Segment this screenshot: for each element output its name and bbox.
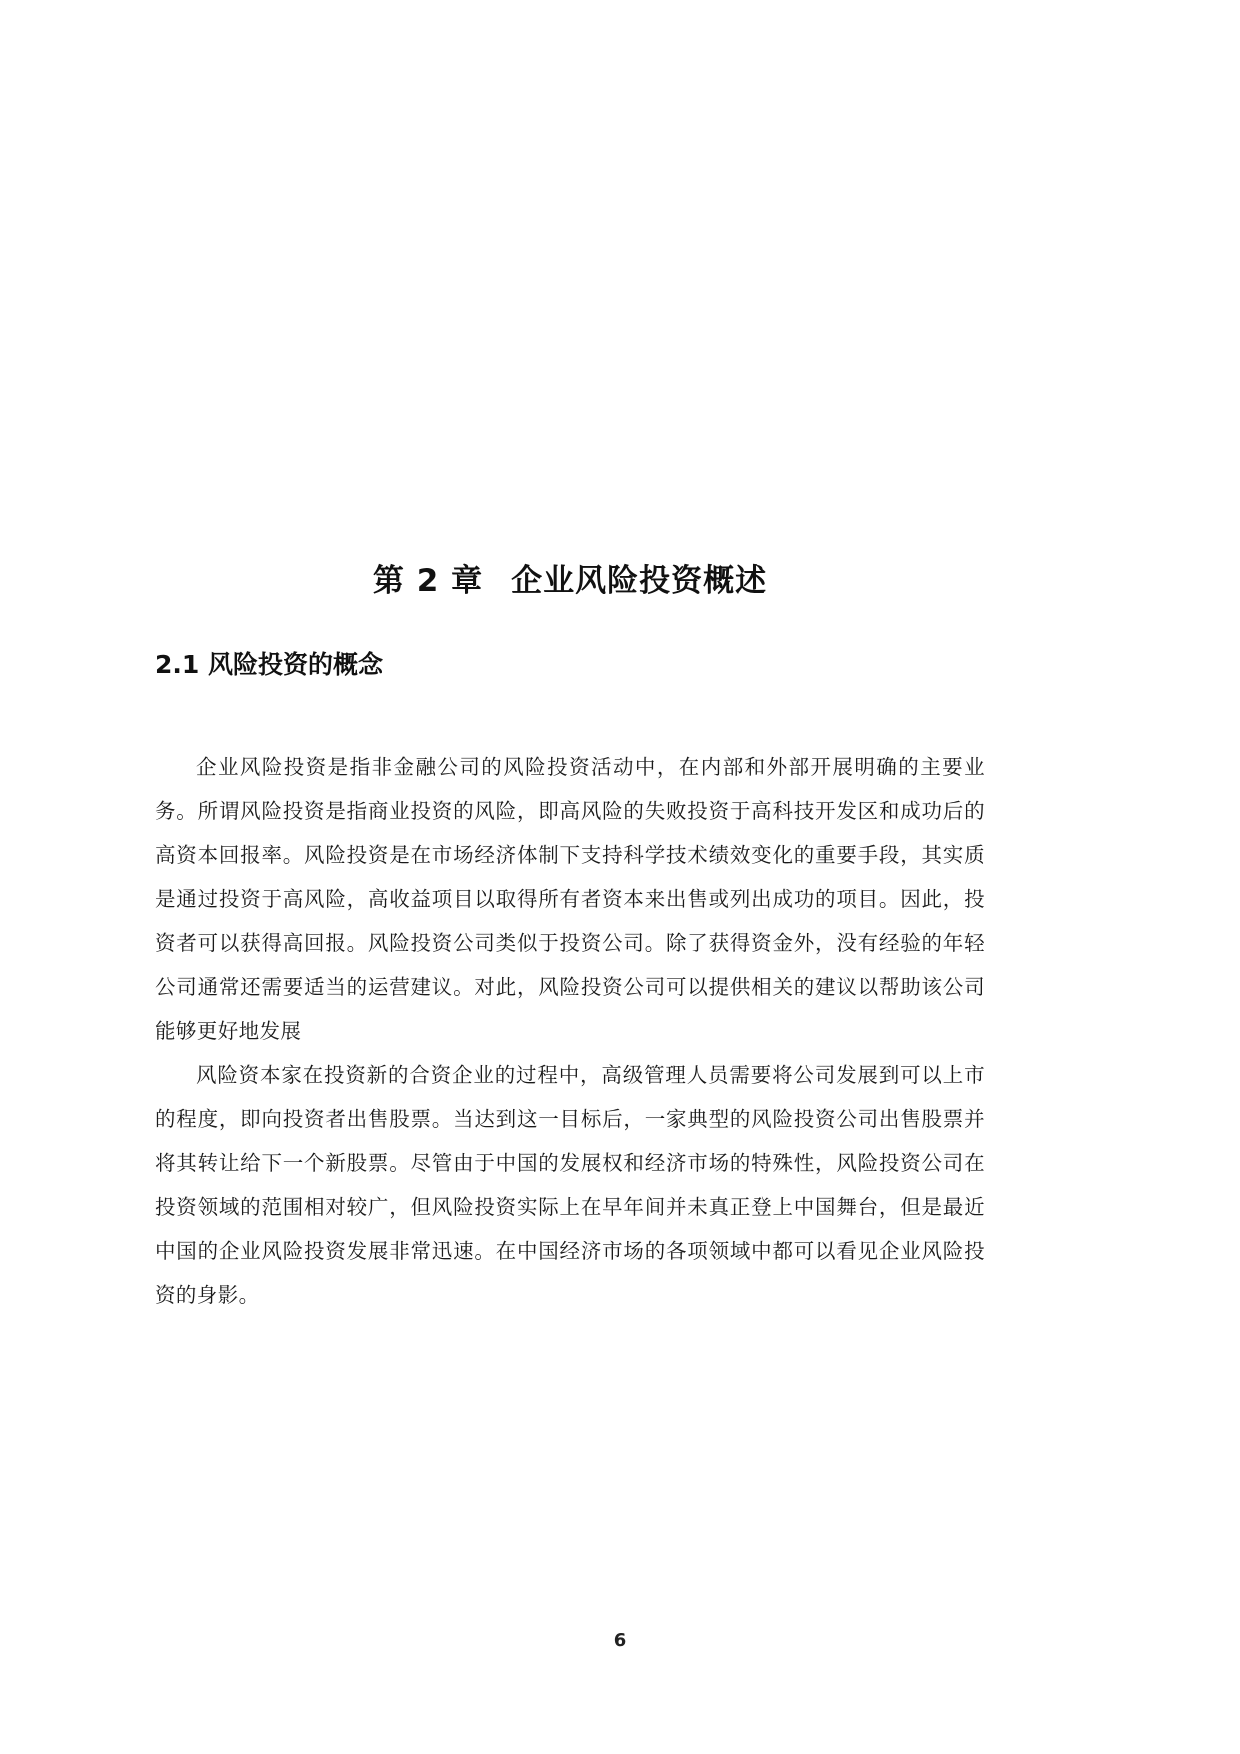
page-number: 6 (613, 1630, 627, 1651)
chapter-number: 第 2 章 (372, 563, 484, 599)
section-heading: 2.1 风险投资的概念 (155, 650, 383, 679)
body-text (155, 745, 985, 1317)
chapter-title-text: 企业风险投资概述 (511, 563, 768, 599)
chapter-title (155, 555, 985, 600)
paragraph: 企业风险投资是指非金融公司的风险投资活动中，在内部和外部开展明确的主要业务。所谓风险投资是指商业投资的风险，即高风险的失败投资于高科技开发区和成功后的高资本回报率。风险投资是在市场经济体制下支持科学技术绩效变化的重要手段，其实质是通过投资于高风险，高收益项目以取得所有者资本来出售或列出成功的项目。因此，投资者可以获得高回报。风险投资公司类似于投资公司。除了获得资金外，没有经验的年轻公司通常还需要适当的运营建议。对此，风险投资公司可以提供相关的建议以帮助该公司能够更好地发展 (155, 755, 985, 1043)
paragraph: 风险资本家在投资新的合资企业的过程中，高级管理人员需要将公司发展到可以上市的程度，即向投资者出售股票。当达到这一目标后，一家典型的风险投资公司出售股票并将其转让给下一个新股票。尽管由于中国的发展权和经济市场的特殊性，风险投资公司在投资领域的范围相对较广，但风险投资实际上在早年间并未真正登上中国舞台，但是最近中国的企业风险投资发展非常迅速。在中国经济市场的各项领域中都可以看见企业风险投资的身影。 (155, 1063, 985, 1307)
